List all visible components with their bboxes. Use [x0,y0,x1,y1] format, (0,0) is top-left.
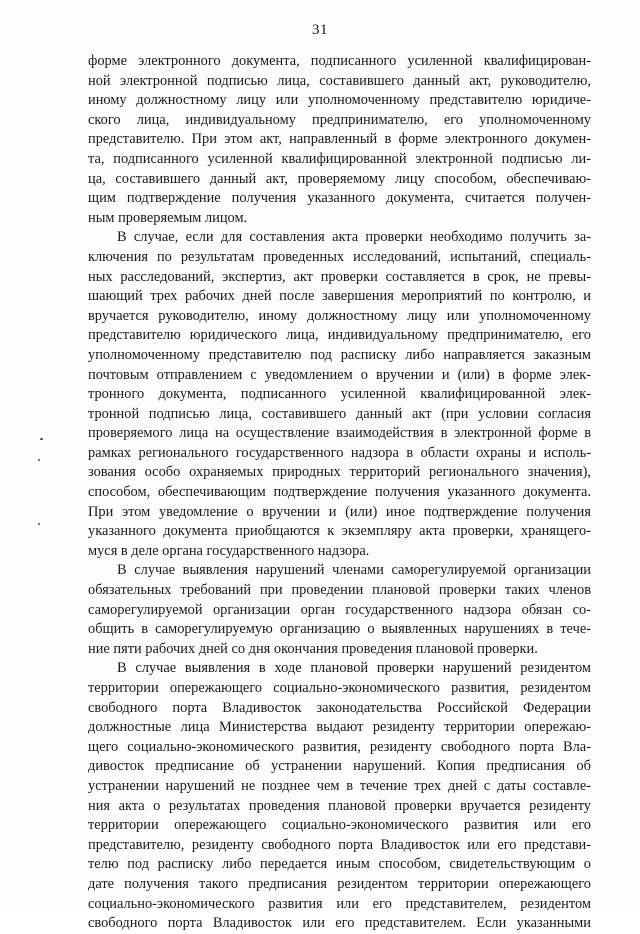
text-line: ных расследований, экспертиз, акт проверки составляется в срок, не превы- [88,268,591,285]
text-line: проверяемого лица на осуществление взаимодействия в электронной форме в [88,425,591,442]
text-line: уполномоченному представителю под расписку либо направляется заказным [88,346,591,363]
text-line: ского лица, индивидуальному предпринимателю, его уполномоченному [88,111,591,128]
text-line: щего социально-экономического развития, резиденту свободного порта Вла- [88,738,591,755]
text-line: В случае выявления нарушений членами саморегулируемой организации [117,562,591,579]
text-line: территории опережающего социально-экономического развития, резидентом [88,680,591,696]
text-line: должностные лица Министерства выдают резиденту территории опережаю- [88,719,591,736]
text-line: тронного документа, подписанного усиленной квалифицированной элек- [88,386,591,403]
text-line: социально-экономического развития или его представителем, резидентом [88,895,591,912]
text-line: та, подписанного усиленной квалифицированной электронной подписью ли- [88,150,591,167]
paragraph [88,52,591,228]
text-line: рамках регионального государственного надзора в области охраны и исполь- [88,444,591,461]
text-line: представителю. При этом акт, направленный в форме электронного докумен- [88,131,591,148]
text-line: форме электронного документа, подписанного усиленной квалифицирован- [88,53,591,69]
text-line: тронной подписью лица, составившего данный акт (при условии согласия [88,405,591,422]
text-line: способом, обеспечивающим подтверждение получения указанного документа. [88,484,591,501]
scan-speck [38,523,40,525]
scan-speck [38,459,40,461]
text-line: телю под расписку либо передается иным способом, свидетельствующим о [88,856,591,873]
page-number: 31 [312,22,328,38]
text-line: муся в деле органа государственного надзора. [88,542,370,559]
text-line: дате получения такого предписания резидентом территории опережающего [88,875,591,892]
text-line: В случае выявления в ходе плановой проверки нарушений резидентом [117,660,591,677]
text-line: саморегулируемой организации орган государственного надзора обязан со- [88,601,591,618]
text-line: вручается руководителю, иному должностному лицу или уполномоченному [88,307,591,324]
text-line: иному должностному лицу или уполномоченному представителю юридиче- [88,92,591,109]
text-line: дивосток предписание об устранении нарушений. Копия предписания об [88,758,591,775]
text-line: шающий трех рабочих дней после завершения мероприятий по контролю, и [88,288,591,305]
paragraph [88,561,591,659]
text-line: ключения по результатам проведенных исследований, испытаний, специаль- [88,248,591,265]
text-line: щим подтверждение получения указанного документа, считается получен- [88,190,591,207]
text-line: общить в саморегулируемую организацию о выявленных нарушениях в тече- [88,621,591,638]
text-line: указанного документа приобщаются к экземпляру акта проверки, хранящего- [88,523,591,540]
text-line: почтовым отправлением с уведомлением о вручении и (или) в форме элек- [88,366,591,383]
scan-speck [40,438,43,440]
text-line: свободного порта Владивосток законодательства Российской Федерации [88,699,591,716]
paragraph [88,228,591,561]
text-line: При этом уведомление о вручении и (или) иное подтверждение получения [88,503,591,520]
text-line: ца, составившего данный акт, проверяемому лицу способом, обеспечиваю- [88,170,591,187]
text-line: свободного порта Владивосток или его представителем. Если указанными [88,915,591,932]
text-line: В случае, если для составления акта проверки необходимо получить за- [117,229,591,246]
text-line: зования особо охраняемых природных территорий регионального значения), [88,464,591,481]
text-line: ние пяти рабочих дней со дня окончания проведения плановой проверки. [88,640,538,657]
text-line: устранении нарушений не позднее чем в течение трех дней с даты составле- [88,777,591,794]
text-line: территории опережающего социально-экономического развития или его [88,817,591,834]
text-line: ным проверяемым лицом. [88,209,248,226]
text-line: ния акта о результатах проведения плановой проверки вручается резиденту [88,797,591,814]
document-body [88,52,591,934]
paragraph [88,659,591,933]
text-line: представителю юридического лица, индивидуальному предпринимателю, его [88,327,591,344]
text-line: обязательных требований при проведении плановой проверки таких членов [88,582,591,599]
text-line: ной электронной подписью лица, составившего данный акт, руководителю, [88,72,591,89]
text-line: представителю, резиденту свободного порта Владивосток или его представи- [88,836,591,853]
